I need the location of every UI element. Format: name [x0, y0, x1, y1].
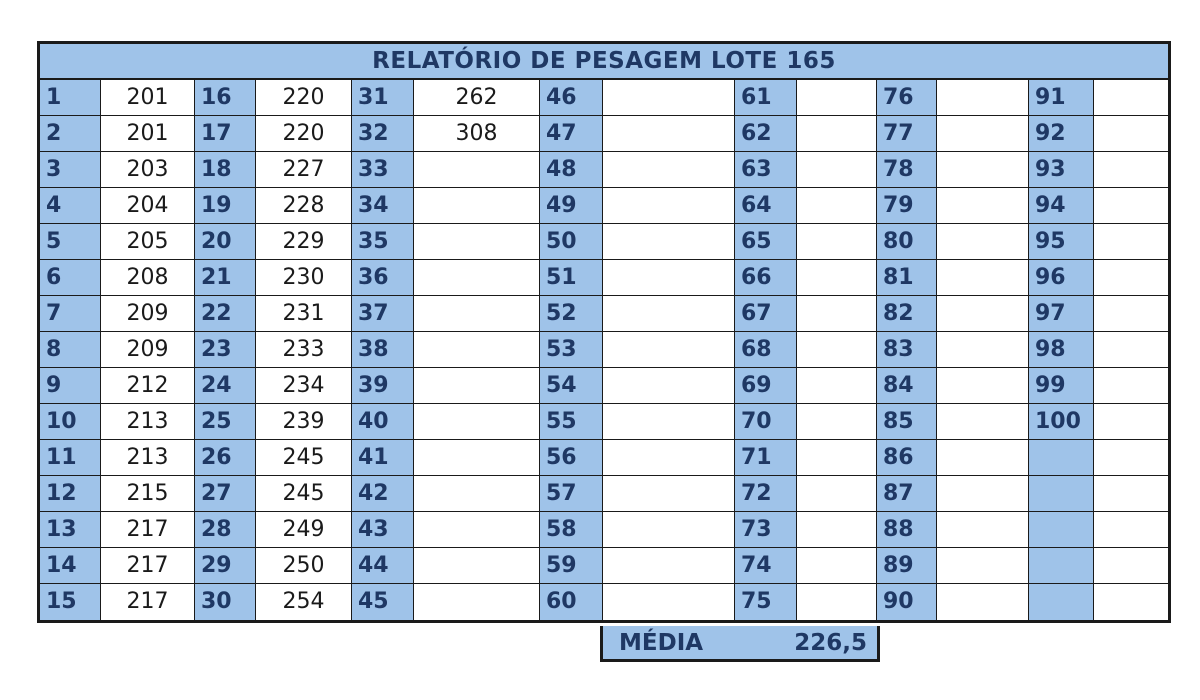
animal-number-cell	[1029, 476, 1094, 512]
animal-number-cell: 81	[877, 260, 937, 296]
animal-number-cell: 45	[352, 584, 414, 620]
animal-number-cell: 64	[735, 188, 797, 224]
weight-cell: 228	[256, 188, 352, 224]
animal-number-cell: 86	[877, 440, 937, 476]
animal-number-cell: 43	[352, 512, 414, 548]
weight-cell: 209	[101, 332, 195, 368]
weight-cell	[603, 260, 735, 296]
animal-number-cell: 78	[877, 152, 937, 188]
animal-number-cell: 87	[877, 476, 937, 512]
weight-cell: 203	[101, 152, 195, 188]
animal-number-cell: 20	[195, 224, 256, 260]
weight-cell: 239	[256, 404, 352, 440]
weight-cell	[937, 152, 1029, 188]
animal-number-cell: 13	[40, 512, 101, 548]
weight-cell: 262	[414, 80, 540, 116]
weight-cell: 245	[256, 476, 352, 512]
animal-number-cell: 10	[40, 404, 101, 440]
weight-cell	[414, 224, 540, 260]
animal-number-cell: 92	[1029, 116, 1094, 152]
weight-cell	[414, 404, 540, 440]
weight-cell: 250	[256, 548, 352, 584]
weight-cell	[603, 188, 735, 224]
weight-cell	[797, 224, 877, 260]
animal-number-cell: 48	[540, 152, 603, 188]
animal-number-cell: 23	[195, 332, 256, 368]
animal-number-cell: 82	[877, 296, 937, 332]
weight-cell	[1094, 368, 1168, 404]
weight-cell	[414, 152, 540, 188]
animal-number-cell: 35	[352, 224, 414, 260]
animal-number-cell: 8	[40, 332, 101, 368]
weight-cell	[603, 584, 735, 620]
animal-number-cell: 83	[877, 332, 937, 368]
animal-number-cell	[1029, 584, 1094, 620]
animal-number-cell: 93	[1029, 152, 1094, 188]
weight-cell	[1094, 296, 1168, 332]
animal-number-cell: 46	[540, 80, 603, 116]
animal-number-cell: 32	[352, 116, 414, 152]
weight-cell: 201	[101, 116, 195, 152]
animal-number-cell: 34	[352, 188, 414, 224]
animal-number-cell: 72	[735, 476, 797, 512]
animal-number-cell: 30	[195, 584, 256, 620]
animal-number-cell: 74	[735, 548, 797, 584]
animal-number-cell: 51	[540, 260, 603, 296]
weight-cell	[797, 548, 877, 584]
weight-cell	[937, 260, 1029, 296]
animal-number-cell: 76	[877, 80, 937, 116]
weight-cell	[937, 188, 1029, 224]
weight-cell	[937, 404, 1029, 440]
animal-number-cell: 77	[877, 116, 937, 152]
weight-cell	[797, 368, 877, 404]
weight-cell: 212	[101, 368, 195, 404]
weight-cell	[603, 332, 735, 368]
animal-number-cell: 88	[877, 512, 937, 548]
weight-cell: 229	[256, 224, 352, 260]
animal-number-cell: 84	[877, 368, 937, 404]
weight-cell	[797, 296, 877, 332]
animal-number-cell: 49	[540, 188, 603, 224]
weighing-report-table	[37, 41, 1171, 623]
weight-cell	[603, 440, 735, 476]
animal-number-cell: 61	[735, 80, 797, 116]
animal-number-cell: 42	[352, 476, 414, 512]
animal-number-cell: 44	[352, 548, 414, 584]
animal-number-cell	[1029, 440, 1094, 476]
animal-number-cell: 97	[1029, 296, 1094, 332]
animal-number-cell: 38	[352, 332, 414, 368]
weight-cell: 204	[101, 188, 195, 224]
animal-number-cell: 66	[735, 260, 797, 296]
weight-cell	[603, 512, 735, 548]
weight-cell	[797, 440, 877, 476]
animal-number-cell: 25	[195, 404, 256, 440]
animal-number-cell: 69	[735, 368, 797, 404]
animal-number-cell: 24	[195, 368, 256, 404]
weight-cell	[1094, 188, 1168, 224]
weight-cell	[414, 440, 540, 476]
weight-cell	[414, 368, 540, 404]
animal-number-cell: 91	[1029, 80, 1094, 116]
weight-cell	[1094, 584, 1168, 620]
animal-number-cell: 6	[40, 260, 101, 296]
weight-cell	[603, 116, 735, 152]
animal-number-cell: 70	[735, 404, 797, 440]
weight-cell	[797, 188, 877, 224]
weight-cell: 217	[101, 548, 195, 584]
animal-number-cell: 67	[735, 296, 797, 332]
animal-number-cell: 79	[877, 188, 937, 224]
weight-cell	[414, 548, 540, 584]
weight-cell	[797, 584, 877, 620]
weight-cell: 205	[101, 224, 195, 260]
animal-number-cell: 52	[540, 296, 603, 332]
animal-number-cell: 33	[352, 152, 414, 188]
animal-number-cell: 14	[40, 548, 101, 584]
animal-number-cell: 95	[1029, 224, 1094, 260]
weight-cell: 254	[256, 584, 352, 620]
animal-number-cell: 53	[540, 332, 603, 368]
animal-number-cell: 2	[40, 116, 101, 152]
weight-cell: 213	[101, 404, 195, 440]
animal-number-cell: 41	[352, 440, 414, 476]
animal-number-cell: 7	[40, 296, 101, 332]
weighing-grid	[40, 80, 1168, 620]
animal-number-cell: 18	[195, 152, 256, 188]
animal-number-cell: 68	[735, 332, 797, 368]
animal-number-cell: 55	[540, 404, 603, 440]
weight-cell	[937, 476, 1029, 512]
animal-number-cell: 96	[1029, 260, 1094, 296]
weight-cell	[603, 224, 735, 260]
weight-cell	[603, 476, 735, 512]
weight-cell	[797, 116, 877, 152]
weight-cell	[1094, 476, 1168, 512]
animal-number-cell: 31	[352, 80, 414, 116]
animal-number-cell: 98	[1029, 332, 1094, 368]
animal-number-cell: 71	[735, 440, 797, 476]
weight-cell	[797, 332, 877, 368]
weight-cell	[937, 584, 1029, 620]
weight-cell	[797, 152, 877, 188]
animal-number-cell: 15	[40, 584, 101, 620]
animal-number-cell: 28	[195, 512, 256, 548]
animal-number-cell: 11	[40, 440, 101, 476]
weight-cell: 201	[101, 80, 195, 116]
weight-cell	[1094, 440, 1168, 476]
weight-cell	[1094, 116, 1168, 152]
animal-number-cell: 80	[877, 224, 937, 260]
animal-number-cell: 56	[540, 440, 603, 476]
animal-number-cell: 99	[1029, 368, 1094, 404]
animal-number-cell: 89	[877, 548, 937, 584]
weight-cell	[414, 476, 540, 512]
animal-number-cell: 50	[540, 224, 603, 260]
animal-number-cell: 29	[195, 548, 256, 584]
animal-number-cell	[1029, 548, 1094, 584]
weight-cell: 217	[101, 584, 195, 620]
animal-number-cell: 36	[352, 260, 414, 296]
weight-cell: 230	[256, 260, 352, 296]
animal-number-cell: 90	[877, 584, 937, 620]
weight-cell	[603, 368, 735, 404]
animal-number-cell: 27	[195, 476, 256, 512]
weight-cell	[937, 332, 1029, 368]
weight-cell	[797, 512, 877, 548]
animal-number-cell: 21	[195, 260, 256, 296]
weight-cell	[414, 188, 540, 224]
weight-cell	[603, 152, 735, 188]
weight-cell	[1094, 224, 1168, 260]
weight-cell	[797, 404, 877, 440]
animal-number-cell: 39	[352, 368, 414, 404]
animal-number-cell: 12	[40, 476, 101, 512]
weight-cell: 245	[256, 440, 352, 476]
weight-cell	[1094, 260, 1168, 296]
weight-cell: 215	[101, 476, 195, 512]
animal-number-cell: 26	[195, 440, 256, 476]
animal-number-cell: 47	[540, 116, 603, 152]
animal-number-cell: 63	[735, 152, 797, 188]
animal-number-cell: 22	[195, 296, 256, 332]
weight-cell	[937, 296, 1029, 332]
weight-cell: 231	[256, 296, 352, 332]
animal-number-cell: 62	[735, 116, 797, 152]
weight-cell	[1094, 404, 1168, 440]
animal-number-cell: 16	[195, 80, 256, 116]
weight-cell	[414, 512, 540, 548]
weight-cell	[603, 80, 735, 116]
weight-cell: 234	[256, 368, 352, 404]
weight-cell: 227	[256, 152, 352, 188]
animal-number-cell: 40	[352, 404, 414, 440]
animal-number-cell: 57	[540, 476, 603, 512]
weight-cell	[797, 80, 877, 116]
average-label: MÉDIA	[619, 630, 704, 656]
animal-number-cell: 5	[40, 224, 101, 260]
animal-number-cell: 1	[40, 80, 101, 116]
animal-number-cell: 65	[735, 224, 797, 260]
weight-cell	[797, 476, 877, 512]
report-title: RELATÓRIO DE PESAGEM LOTE 165	[40, 44, 1168, 80]
weight-cell	[937, 224, 1029, 260]
weight-cell: 220	[256, 116, 352, 152]
animal-number-cell: 60	[540, 584, 603, 620]
weight-cell: 213	[101, 440, 195, 476]
weight-cell	[603, 548, 735, 584]
weight-cell	[414, 260, 540, 296]
weight-cell	[937, 548, 1029, 584]
weight-cell	[937, 440, 1029, 476]
animal-number-cell: 59	[540, 548, 603, 584]
animal-number-cell: 54	[540, 368, 603, 404]
weight-cell	[603, 296, 735, 332]
weight-cell: 308	[414, 116, 540, 152]
average-value: 226,5	[794, 630, 867, 656]
weight-cell	[1094, 152, 1168, 188]
animal-number-cell: 75	[735, 584, 797, 620]
weight-cell	[414, 296, 540, 332]
animal-number-cell: 58	[540, 512, 603, 548]
weight-cell	[797, 260, 877, 296]
weight-cell	[1094, 548, 1168, 584]
animal-number-cell: 85	[877, 404, 937, 440]
weight-cell: 249	[256, 512, 352, 548]
weight-cell	[1094, 332, 1168, 368]
weight-cell: 208	[101, 260, 195, 296]
weight-cell	[414, 332, 540, 368]
weight-cell	[1094, 80, 1168, 116]
weight-cell	[414, 584, 540, 620]
weight-cell	[1094, 512, 1168, 548]
weight-cell	[937, 512, 1029, 548]
animal-number-cell: 17	[195, 116, 256, 152]
animal-number-cell: 3	[40, 152, 101, 188]
animal-number-cell: 4	[40, 188, 101, 224]
animal-number-cell: 73	[735, 512, 797, 548]
animal-number-cell: 9	[40, 368, 101, 404]
weight-cell	[937, 368, 1029, 404]
weight-cell	[937, 80, 1029, 116]
animal-number-cell: 19	[195, 188, 256, 224]
weight-cell	[603, 404, 735, 440]
weight-cell: 233	[256, 332, 352, 368]
animal-number-cell: 37	[352, 296, 414, 332]
weight-cell: 209	[101, 296, 195, 332]
weight-cell: 220	[256, 80, 352, 116]
weight-cell	[937, 116, 1029, 152]
animal-number-cell: 94	[1029, 188, 1094, 224]
animal-number-cell	[1029, 512, 1094, 548]
average-box	[600, 626, 880, 662]
animal-number-cell: 100	[1029, 404, 1094, 440]
weight-cell: 217	[101, 512, 195, 548]
